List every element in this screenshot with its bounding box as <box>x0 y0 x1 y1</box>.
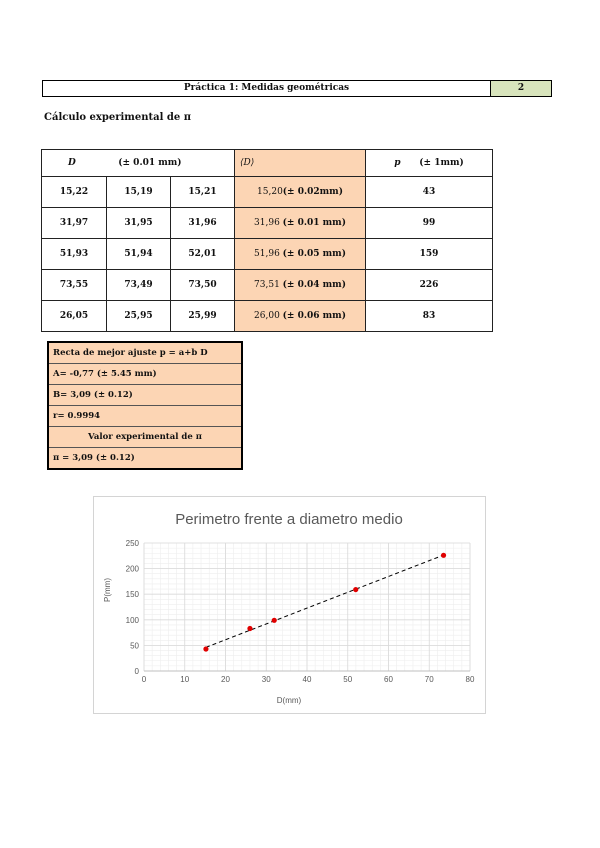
data-point <box>247 626 252 631</box>
fit-results-box <box>47 341 243 470</box>
y-tick-label: 200 <box>125 564 139 574</box>
x-axis-label: D(mm) <box>276 696 302 705</box>
data-point <box>353 587 358 592</box>
cell-d1: 15,22 <box>42 177 107 208</box>
x-tick-label: 70 <box>424 675 434 684</box>
x-tick-label: 10 <box>180 675 190 684</box>
header-d-label: D <box>68 158 76 168</box>
cell-d3: 25,99 <box>171 301 235 332</box>
x-tick-label: 80 <box>465 675 475 684</box>
mean-uncertainty: (± 0.01 mm) <box>282 218 346 228</box>
cell-mean <box>235 239 366 270</box>
header-diameter <box>42 150 235 177</box>
header-bar <box>42 80 552 97</box>
cell-d2: 73,49 <box>107 270 171 301</box>
cell-d2: 15,19 <box>107 177 171 208</box>
x-tick-label: 30 <box>261 675 271 684</box>
cell-d1: 26,05 <box>42 301 107 332</box>
cell-d1: 51,93 <box>42 239 107 270</box>
y-tick-label: 150 <box>125 590 139 600</box>
mean-value: 73,51 <box>254 280 280 290</box>
page-number: 2 <box>490 81 551 96</box>
fit-title: Recta de mejor ajuste p = a+b D <box>49 343 241 364</box>
y-tick-label: 250 <box>125 539 139 548</box>
header-mean-label: ⟨D⟩ <box>240 158 255 168</box>
cell-d2: 51,94 <box>107 239 171 270</box>
cell-d1: 31,97 <box>42 208 107 239</box>
mean-value: 51,96 <box>254 249 280 259</box>
x-tick-label: 60 <box>384 675 393 684</box>
fit-a: A= -0,77 (± 5.45 mm) <box>49 364 241 385</box>
header-mean <box>235 150 366 177</box>
header-p-label: p <box>394 158 401 168</box>
data-point <box>272 618 277 623</box>
header-title: Práctica 1: Medidas geométricas <box>43 81 490 96</box>
y-axis-label: P(mm) <box>103 578 112 602</box>
header-perimeter <box>366 150 493 177</box>
cell-p: 83 <box>366 301 493 332</box>
cell-mean <box>235 177 366 208</box>
y-tick-label: 50 <box>130 641 139 651</box>
mean-value: 31,96 <box>254 218 280 228</box>
header-d-uncertainty: (± 0.01 mm) <box>118 158 182 168</box>
header-p-uncertainty: (± 1mm) <box>419 158 464 168</box>
mean-uncertainty: (± 0.05 mm) <box>282 249 346 259</box>
cell-mean <box>235 270 366 301</box>
table-row <box>42 301 493 332</box>
perimeter-chart <box>94 497 485 713</box>
mean-value: 15,20 <box>257 187 283 197</box>
cell-p: 226 <box>366 270 493 301</box>
chart-frame <box>93 496 486 714</box>
cell-d2: 31,95 <box>107 208 171 239</box>
cell-d3: 15,21 <box>171 177 235 208</box>
data-point <box>203 646 208 651</box>
measurements-table <box>41 149 493 332</box>
x-tick-label: 50 <box>343 675 353 684</box>
table-header-row <box>42 150 493 177</box>
mean-uncertainty: (± 0.04 mm) <box>282 280 346 290</box>
cell-mean <box>235 301 366 332</box>
section-title: Cálculo experimental de π <box>44 112 192 123</box>
cell-p: 43 <box>366 177 493 208</box>
cell-p: 99 <box>366 208 493 239</box>
cell-d3: 31,96 <box>171 208 235 239</box>
y-tick-label: 0 <box>134 667 139 676</box>
cell-mean <box>235 208 366 239</box>
cell-d1: 73,55 <box>42 270 107 301</box>
table-row <box>42 177 493 208</box>
chart-title: Perimetro frente a diametro medio <box>175 511 403 528</box>
x-tick-label: 20 <box>221 675 230 684</box>
data-point <box>441 553 446 558</box>
mean-uncertainty: (± 0.06 mm) <box>282 311 346 321</box>
x-tick-label: 0 <box>141 675 147 684</box>
pi-title: Valor experimental de π <box>49 427 241 448</box>
table-row <box>42 270 493 301</box>
mean-uncertainty: (± 0.02mm) <box>282 187 343 197</box>
table-row <box>42 208 493 239</box>
table-row <box>42 239 493 270</box>
mean-value: 26,00 <box>254 311 280 321</box>
cell-d3: 73,50 <box>171 270 235 301</box>
fit-r: r= 0.9994 <box>49 406 241 427</box>
cell-d2: 25,95 <box>107 301 171 332</box>
pi-value: π = 3,09 (± 0.12) <box>53 453 135 463</box>
y-tick-label: 100 <box>125 615 139 625</box>
fit-b: B= 3,09 (± 0.12) <box>49 385 241 406</box>
cell-d3: 52,01 <box>171 239 235 270</box>
cell-p: 159 <box>366 239 493 270</box>
x-tick-label: 40 <box>302 675 312 684</box>
